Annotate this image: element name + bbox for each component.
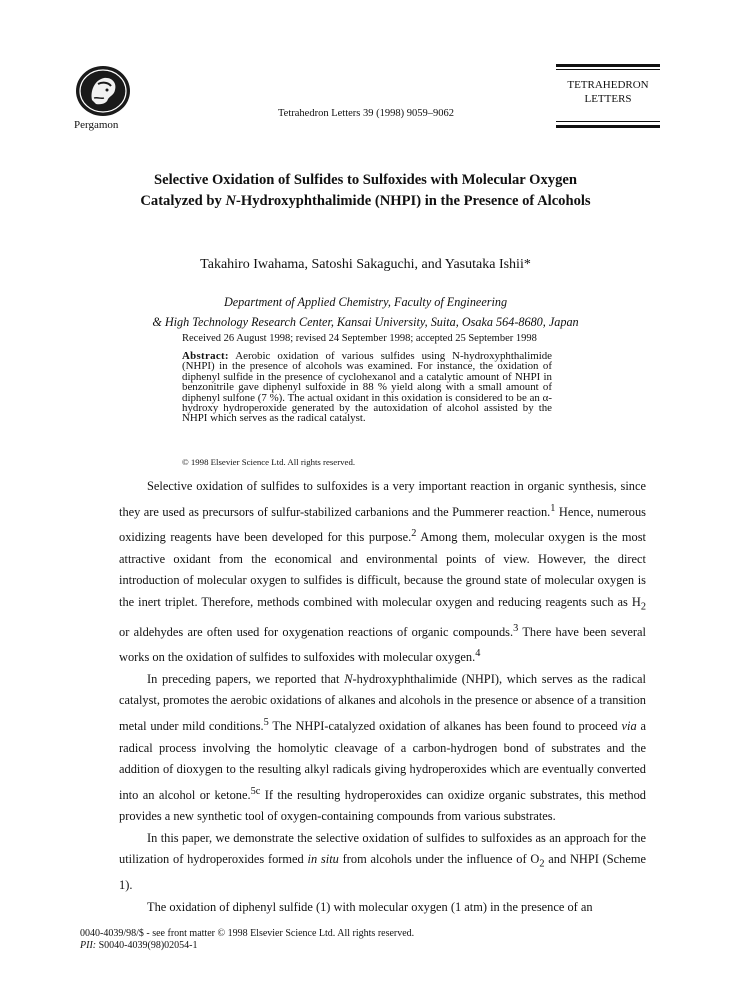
journal-name-line2: LETTERS [584, 93, 632, 105]
abstract-text: Aerobic oxidation of various sulfides using N-hydroxyphthalimide (NHPI) in the presence of alcohols was examined. For instance, the oxidation of diphenyl sulfide in the presence of cyclohexanol and a catalytic amount of NHPI in benzonitrile gave diphenyl sulfoxide in 88 % yield along with a small amount of diphenyl sulfone (7 %). The actual oxidant in this oxidation is considered to be an α-hydroxy hydroperoxide generated by the autoxidation of alcohol assisted by the NHPI which serves as the radical catalyst. [182, 350, 552, 425]
author-list: Takahiro Iwahama, Satoshi Sakaguchi, and Yasutaka Ishii* [200, 257, 531, 272]
pergamon-logo [74, 64, 132, 118]
paragraph-4: The oxidation of diphenyl sulfide (1) with molecular oxygen (1 atm) in the presence of an [147, 899, 593, 914]
affiliation-line1: Department of Applied Chemistry, Faculty of Engineering [223, 295, 508, 309]
article-title [60, 170, 671, 212]
footer-pii: PII: S0040-4039(98)02054-1 [80, 940, 198, 951]
received-dates: Received 26 August 1998; revised 24 September 1998; accepted 25 September 1998 [182, 333, 537, 344]
article-body [119, 476, 646, 918]
publisher-name: Pergamon [74, 119, 119, 131]
abstract [182, 351, 552, 424]
header-rule-bottom [556, 125, 660, 128]
title-line1: Selective Oxidation of Sulfides to Sulfoxides with Molecular Oxygen [154, 172, 577, 188]
journal-citation: Tetrahedron Letters 39 (1998) 9059–9062 [278, 108, 454, 119]
journal-name-line1: TETRAHEDRON [567, 79, 649, 91]
header-rule-top [556, 64, 660, 67]
paragraph-2: In preceding papers, we reported that N-hydroxyphthalimide (NHPI), which serves as the radical catalyst, promotes the aerobic oxidations of alkanes and alcohols in the presence or absence of a transition metal under mild conditions.$^5$ The NHPI-catalyzed oxidation of alkanes has been found to proceed via a radical process involving the homolytic cleavage of a carbon-hydrogen bond of substrates and the addition of dioxygen to the resulting alkyl radicals giving hydroperoxides which are eventually converted into an alcohol or ketone.$^{5c}$ If the resulting hydroperoxides can oxidize organic substrates, this method provides a new synthetic tool of oxygen-containing compounds from various substrates. [119, 671, 647, 824]
header-rule-bottom-thin [556, 121, 660, 122]
page-footer [80, 928, 414, 952]
journal-name [556, 78, 660, 106]
title-line2: Catalyzed by N-Hydroxyphthalimide (NHPI) in the Presence of Alcohols [140, 193, 591, 209]
abstract-label: Abstract: [182, 350, 229, 362]
header-rule-top-thin [556, 69, 660, 70]
copyright-notice: © 1998 Elsevier Science Ltd. All rights reserved. [182, 457, 356, 467]
affiliation-line2: & High Technology Research Center, Kansai University, Suita, Osaka 564-8680, Japan [152, 315, 579, 329]
affiliation [60, 292, 671, 332]
paragraph-3: In this paper, we demonstrate the selective oxidation of sulfides to sulfoxides as an approach for the utilization of hydroperoxides formed in situ from alcohols under the influence of $O_2$ and NHPI (Scheme 1). [119, 830, 647, 893]
footer-front-matter: 0040-4039/98/$ - see front matter © 1998 Elsevier Science Ltd. All rights reserved. [80, 928, 415, 939]
paragraph-1: Selective oxidation of sulfides to sulfoxides is a very important reaction in organic synthesis, since they are used as precursors of sulfur-stabilized carbanions and the Pummerer reaction.$^1$ Hence, numerous oxidizing reagents have been developed for this purpose.$^2$ Among them, molecular oxygen is the most attractive oxidant from the economical and environmental points of view. However, the direct introduction of molecular oxygen to sulfides is difficult, because the ground state of molecular oxygen is the inert triplet. Therefore, methods combined with molecular oxygen and reducing reagents such as $H_2$ or aldehydes are often used for oxygenation reactions of organic compounds.$^3$ There have been several works on the oxidation of sulfides to sulfoxides with molecular oxygen.$^4$ [119, 479, 647, 665]
